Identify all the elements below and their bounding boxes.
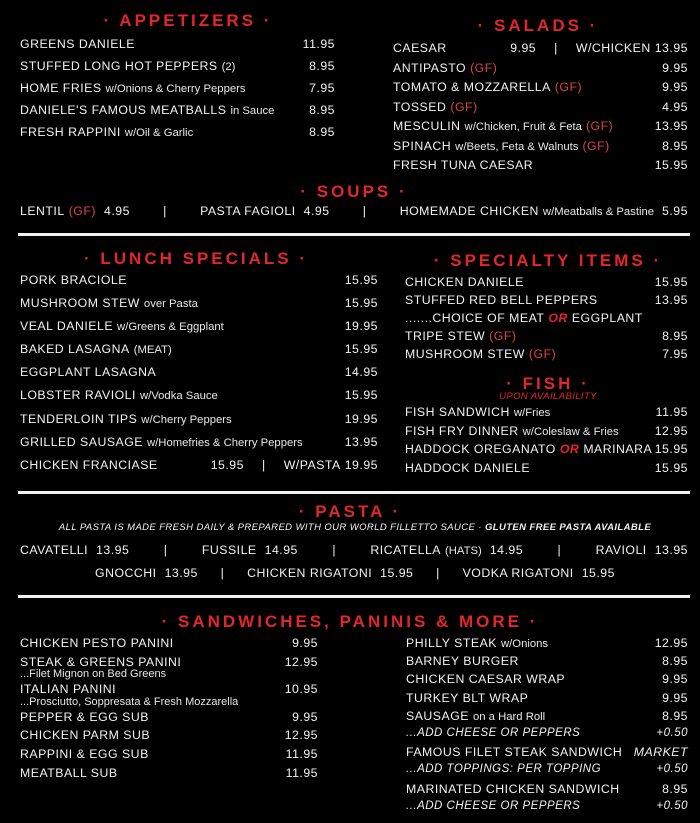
item-price: 11.95 xyxy=(285,746,318,761)
item-description: w/Coleslaw & Fries xyxy=(522,425,619,438)
item-price: 9.95 xyxy=(292,636,318,650)
item-price: 14.95 xyxy=(264,543,298,557)
pasta-note xyxy=(59,522,651,533)
item-description: w/Homefries & Cherry Peppers xyxy=(147,436,303,449)
item-name: GREENS DANIELE xyxy=(20,37,135,51)
sandwiches-left-list xyxy=(20,636,318,784)
item-description: over Pasta xyxy=(143,298,198,311)
menu-item xyxy=(20,273,378,296)
item-name: MUSHROOM STEW xyxy=(405,347,525,361)
menu-item xyxy=(20,458,378,481)
item-price: 7.95 xyxy=(662,347,688,361)
menu-item xyxy=(393,119,688,139)
item-name: FUSSILE xyxy=(201,543,257,557)
item-price: 14.95 xyxy=(489,543,524,557)
separator: | xyxy=(163,543,168,557)
menu-item xyxy=(405,329,688,347)
item-price: 12.95 xyxy=(284,654,318,669)
menu-item xyxy=(405,405,688,424)
item-description: w/Oil & Garlic xyxy=(124,127,194,139)
item-name: ...ADD CHEESE OR PEPPERS xyxy=(406,726,581,739)
fish-list xyxy=(405,405,688,480)
fish-heading: · FISH · xyxy=(506,374,590,393)
sandwiches-heading: · SANDWICHES, PANINIS & MORE · xyxy=(161,612,539,631)
separator: | xyxy=(220,566,225,580)
item-name: RICATELLA xyxy=(370,543,441,557)
menu-item xyxy=(596,543,688,557)
note-separator: · xyxy=(478,522,482,533)
item-price: 13.95 xyxy=(654,543,688,557)
item-note: ...Prosciutto, Soppresata & Fresh Mozzarella xyxy=(20,695,239,708)
menu-item xyxy=(405,442,688,461)
item-price: 11.95 xyxy=(285,765,318,780)
salads-list xyxy=(393,41,688,178)
item-price: 15.95 xyxy=(654,275,688,289)
item-price: 5.95 xyxy=(662,204,688,218)
menu-item xyxy=(406,691,688,709)
menu-item xyxy=(393,80,688,100)
menu-item xyxy=(393,100,688,120)
menu-item xyxy=(370,543,523,557)
item-name: GNOCCHI xyxy=(95,566,157,580)
divider xyxy=(18,233,690,236)
item-price: 13.95 xyxy=(654,293,688,307)
item-name: FISH SANDWICH xyxy=(405,405,510,419)
item-name: SAUSAGE xyxy=(406,708,469,723)
item-price: 12.95 xyxy=(284,728,318,743)
separator: | xyxy=(436,566,440,580)
menu-item xyxy=(200,204,330,218)
item-name: CHICKEN RIGATONI xyxy=(247,566,373,580)
item-description: w/Vodka Sauce xyxy=(139,390,218,403)
menu-item xyxy=(20,37,335,59)
item-price: 8.95 xyxy=(662,708,688,723)
item-name: ...ADD TOPPINGS: PER TOPPING xyxy=(406,763,602,776)
menu-item xyxy=(405,311,688,329)
gluten-free-badge: (GF) xyxy=(68,204,96,218)
item-price: 4.95 xyxy=(662,99,688,114)
divider xyxy=(18,491,690,494)
item-name: LOBSTER RAVIOLI xyxy=(20,388,136,403)
separator: | xyxy=(261,457,266,472)
menu-item xyxy=(405,293,688,311)
item-name: VEAL DANIELE xyxy=(20,319,114,334)
menu-item xyxy=(393,158,688,178)
menu-item xyxy=(20,342,378,365)
gluten-free-badge: (GF) xyxy=(528,347,557,361)
menu-item xyxy=(20,81,335,103)
item-price: 15.95 xyxy=(654,158,688,172)
item-name: DANIELE'S FAMOUS MEATBALLS xyxy=(20,103,227,117)
item-price: 8.95 xyxy=(309,125,335,139)
item-name: HADDOCK DANIELE xyxy=(405,461,531,476)
gluten-free-badge: (GF) xyxy=(489,329,517,343)
item-name: TURKEY BLT WRAP xyxy=(406,690,529,705)
item-name: EGGPLANT LASAGNA xyxy=(20,365,157,380)
item-price: 13.95 xyxy=(96,543,130,557)
menu-item xyxy=(20,204,130,218)
separator: | xyxy=(362,204,367,218)
item-name: BARNEY BURGER xyxy=(406,654,519,669)
item-price: 9.95 xyxy=(662,690,688,705)
item-price: 8.95 xyxy=(662,329,688,343)
menu-item xyxy=(393,139,688,159)
item-price: 11.95 xyxy=(302,37,335,51)
item-name: FRESH TUNA CAESAR xyxy=(393,158,534,172)
item-name: LENTIL xyxy=(20,204,65,218)
item-price: 15.95 xyxy=(654,442,688,457)
menu-item xyxy=(405,347,688,365)
item-description: (HATS) xyxy=(444,545,482,557)
item-name: RAPPINI & EGG SUB xyxy=(20,746,149,761)
item-description: w/Chicken, Fruit & Feta xyxy=(464,121,582,133)
item-name: .......CHOICE OF MEAT xyxy=(405,311,545,325)
item-price: 4.95 xyxy=(303,204,330,218)
gluten-free-badge: (GF) xyxy=(582,138,610,153)
menu-item xyxy=(20,747,318,766)
menu-item xyxy=(95,566,198,580)
divider xyxy=(18,595,690,598)
item-price: 9.95 xyxy=(662,60,688,75)
item-name: FRESH RAPPINI xyxy=(20,125,121,139)
item-name: CHICKEN FRANCIASE xyxy=(20,457,158,472)
item-name: STEAK & GREENS PANINI xyxy=(20,654,182,669)
item-price: 8.95 xyxy=(662,138,688,153)
item-description: (2) xyxy=(221,61,236,73)
fish-subtitle: UPON AVAILABILITY xyxy=(499,391,597,402)
item-option-price: 19.95 xyxy=(344,457,378,472)
item-price: 10.95 xyxy=(284,682,318,697)
menu-item xyxy=(406,782,688,800)
item-name: CHICKEN DANIELE xyxy=(405,275,524,289)
menu-item xyxy=(20,435,378,458)
menu-item xyxy=(405,461,688,480)
separator: | xyxy=(554,41,558,55)
item-description: w/Onions & Cherry Peppers xyxy=(105,83,246,95)
item-description: (MEAT) xyxy=(133,344,172,357)
item-price: 15.95 xyxy=(210,457,244,472)
item-name: PHILLY STEAK xyxy=(406,636,497,650)
menu-item xyxy=(20,365,378,388)
item-price: 15.95 xyxy=(344,342,378,357)
pasta-row-1 xyxy=(20,543,688,557)
item-price: 15.95 xyxy=(344,273,378,287)
item-price: 9.95 xyxy=(662,672,688,687)
item-price: 15.95 xyxy=(380,566,414,580)
item-name: PORK BRACIOLE xyxy=(20,273,127,287)
add-on-row xyxy=(406,800,688,818)
menu-item xyxy=(247,566,413,580)
pasta-heading: · PASTA · xyxy=(298,502,402,521)
separator: | xyxy=(332,543,337,557)
item-name: ITALIAN PANINI xyxy=(20,682,117,697)
salads-heading: · SALADS · xyxy=(477,16,599,35)
item-name: FAMOUS FILET STEAK SANDWICH xyxy=(406,745,623,760)
sandwiches-right-list xyxy=(406,636,688,818)
item-note: ...Filet Mignon on Bed Greens xyxy=(20,668,167,681)
item-price: +0.50 xyxy=(656,763,688,776)
item-name: VODKA RIGATONI xyxy=(462,566,574,580)
menu-item xyxy=(406,745,688,763)
specialty-list xyxy=(405,275,688,365)
item-name: TENDERLOIN TIPS xyxy=(20,411,138,426)
item-name: MEATBALL SUB xyxy=(20,765,118,780)
item-name: GRILLED SAUSAGE xyxy=(20,434,143,449)
menu-item xyxy=(20,543,129,557)
item-price: 19.95 xyxy=(344,411,378,426)
item-description: w/Onions xyxy=(500,638,549,650)
item-description: w/Cherry Peppers xyxy=(141,413,232,426)
item-name: TOMATO & MOZZARELLA xyxy=(393,80,551,94)
item-price: 8.95 xyxy=(662,654,688,669)
item-name: HADDOCK OREGANATO xyxy=(405,442,556,457)
item-price: 19.95 xyxy=(344,319,378,334)
item-price: 13.95 xyxy=(164,566,198,580)
menu-item xyxy=(406,709,688,727)
item-price: 15.95 xyxy=(581,566,615,580)
item-name: BAKED LASAGNA xyxy=(20,342,130,357)
item-name: MARINATED CHICKEN SANDWICH xyxy=(406,781,620,796)
item-price: 12.95 xyxy=(654,636,688,650)
item-price: 8.95 xyxy=(309,103,335,117)
gluten-free-badge: (GF) xyxy=(585,119,614,133)
menu-item xyxy=(20,710,318,729)
menu-item xyxy=(20,766,318,785)
menu-item xyxy=(463,566,615,580)
item-name: TOSSED xyxy=(393,99,447,114)
item-price: 13.95 xyxy=(654,119,688,133)
or-word: OR xyxy=(559,442,580,457)
menu-item xyxy=(405,275,688,293)
item-price: 8.95 xyxy=(662,781,688,796)
menu-item xyxy=(20,319,378,342)
item-name: ...ADD CHEESE OR PEPPERS xyxy=(406,799,581,812)
gluten-free-badge: (GF) xyxy=(554,80,583,94)
item-name: CHICKEN CAESAR WRAP xyxy=(406,672,566,687)
gluten-free-badge: (GF) xyxy=(450,99,478,114)
menu-item xyxy=(20,728,318,747)
menu-item xyxy=(20,636,318,655)
menu-item xyxy=(20,296,378,319)
menu-item xyxy=(20,59,335,81)
item-name: STUFFED RED BELL PEPPERS xyxy=(405,293,598,307)
item-name: MUSHROOM STEW xyxy=(20,296,140,311)
item-option-price: 13.95 xyxy=(654,41,688,55)
menu-item xyxy=(406,654,688,672)
item-name: HOMEMADE CHICKEN xyxy=(399,204,539,218)
item-price: 14.95 xyxy=(344,365,378,380)
menu-item xyxy=(393,41,688,61)
item-name: FISH FRY DINNER xyxy=(405,423,519,438)
item-price: MARKET xyxy=(633,745,688,760)
item-name: TRIPE STEW xyxy=(405,329,486,343)
item-price: 15.95 xyxy=(344,296,378,311)
soups-heading: · SOUPS · xyxy=(300,182,408,201)
item-name-alt: EGGPLANT xyxy=(571,311,643,325)
lunch-specials-heading: · LUNCH SPECIALS · xyxy=(84,249,308,268)
item-price: +0.50 xyxy=(656,726,688,739)
menu-item xyxy=(20,388,378,411)
menu-item xyxy=(405,424,688,443)
or-word: OR xyxy=(548,311,568,325)
item-name: SPINACH xyxy=(393,138,452,153)
item-price: 8.95 xyxy=(309,59,335,73)
gluten-free-note: GLUTEN FREE PASTA AVAILABLE xyxy=(484,522,652,533)
gluten-free-badge: (GF) xyxy=(470,60,498,75)
soups-row xyxy=(20,204,688,218)
item-price: 4.95 xyxy=(103,204,130,218)
item-name: CHICKEN PESTO PANINI xyxy=(20,636,174,650)
item-name-alt: MARINARA xyxy=(583,442,653,457)
menu-item xyxy=(20,103,335,125)
appetizers-list xyxy=(20,37,335,147)
specialty-heading: · SPECIALTY ITEMS · xyxy=(433,251,663,270)
item-name: CAESAR xyxy=(393,41,447,55)
appetizers-heading: · APPETIZERS · xyxy=(103,11,273,30)
item-name: PASTA FAGIOLI xyxy=(200,204,296,218)
item-name: PEPPER & EGG SUB xyxy=(20,709,149,724)
item-description: in Sauce xyxy=(230,105,275,117)
item-price: 11.95 xyxy=(655,405,688,419)
add-on-row xyxy=(406,763,688,781)
item-price: 9.95 xyxy=(292,709,318,724)
menu-item xyxy=(393,61,688,81)
item-option-name: W/PASTA xyxy=(283,457,341,472)
item-name: CAVATELLI xyxy=(20,543,89,557)
item-price: 7.95 xyxy=(309,81,335,95)
lunch-specials-list xyxy=(20,273,378,481)
menu-item xyxy=(20,412,378,435)
item-description: on a Hard Roll xyxy=(472,710,546,723)
item-description: w/Greens & Eggplant xyxy=(117,321,224,334)
item-name: RAVIOLI xyxy=(595,543,647,557)
pasta-note-text: ALL PASTA IS MADE FRESH DAILY & PREPARED WITH OUR WORLD FILLETTO SAUCE xyxy=(58,522,476,533)
item-name: STUFFED LONG HOT PEPPERS xyxy=(20,59,218,73)
item-price: 15.95 xyxy=(654,461,688,476)
menu-item xyxy=(20,125,335,147)
menu-item xyxy=(202,543,298,557)
item-description: w/Meatballs & Pastine xyxy=(542,206,655,218)
item-price: 13.95 xyxy=(344,434,378,449)
item-price: 9.95 xyxy=(662,80,688,94)
item-name: HOME FRIES xyxy=(20,81,102,95)
menu-item xyxy=(406,672,688,690)
menu-item xyxy=(400,204,688,218)
pasta-row-2 xyxy=(95,566,615,580)
separator: | xyxy=(163,204,167,218)
item-name: ANTIPASTO xyxy=(393,60,467,75)
item-price: +0.50 xyxy=(656,799,688,812)
item-price: 9.95 xyxy=(510,41,537,55)
item-price: 15.95 xyxy=(344,388,378,403)
separator: | xyxy=(557,543,562,557)
menu-item xyxy=(406,636,688,654)
item-description: w/Fries xyxy=(513,407,551,419)
item-name: MESCULIN xyxy=(393,119,461,133)
item-option-name: W/CHICKEN xyxy=(575,41,651,55)
item-description: w/Beets, Feta & Walnuts xyxy=(455,140,579,153)
add-on-row xyxy=(406,727,688,745)
item-name: CHICKEN PARM SUB xyxy=(20,728,151,743)
item-price: 12.95 xyxy=(654,423,688,438)
